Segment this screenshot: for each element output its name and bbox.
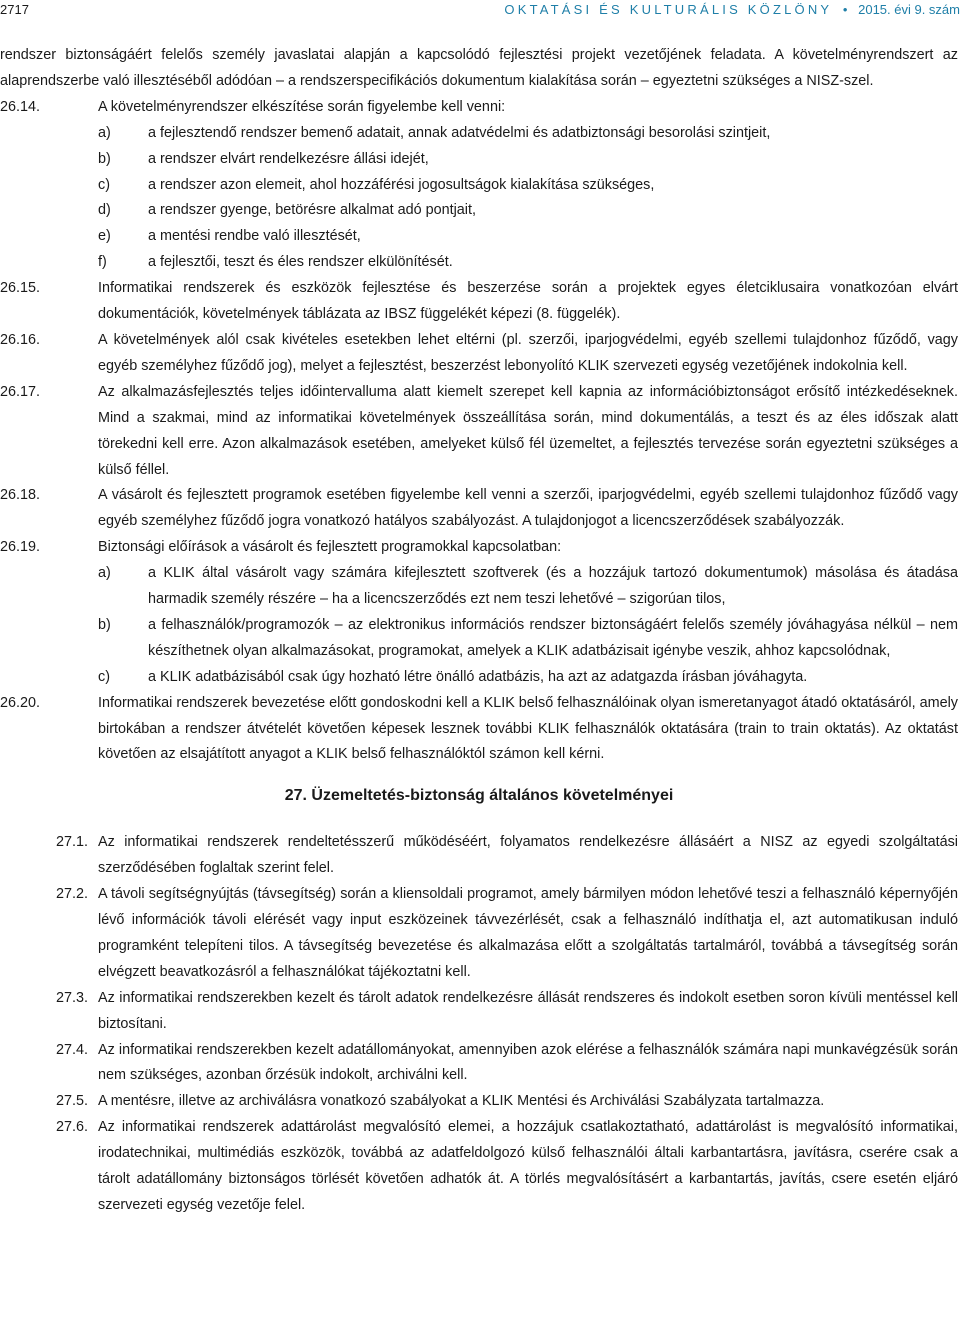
list-item-text: a fejlesztői, teszt és éles rendszer elkülönítését. xyxy=(148,254,453,271)
paragraph-27-1 xyxy=(0,830,958,882)
paragraph-number: 26.18. xyxy=(0,487,41,504)
paragraph-27-3 xyxy=(0,986,958,1038)
paragraph-text: Az informatikai rendszerekben kezelt adatállományokat, amennyiben azok elérése a felhasználók számára napi munkavégzésük során nem szükséges, azonban őrzésük indokolt, archiválni kell. xyxy=(98,1041,958,1084)
list-item-text: a KLIK által vásárolt vagy számára kifejlesztett szoftverek (és a hozzájuk tartozó dokumentumok) másolása és átadása harmadik személy részére – ha a licencszerződés ezt nem teszi lehetővé – szigorúan tilos, xyxy=(148,565,958,608)
paragraph-number: 26.19. xyxy=(0,539,41,556)
section-title: 27. Üzemeltetés-biztonság általános követelményei xyxy=(284,787,674,805)
paragraph-text: A követelmények alól csak kivételes esetekben lehet eltérni (pl. szerzői, iparjogvédelmi, egyéb szellemi tulajdonhoz fűződő, vagy egyéb személyhez fűződő jog), melyet a fejlesztést, beszerzést lebonyolító KLIK szervezeti egység vezetőjének indokolnia kell. xyxy=(98,331,958,374)
list-item xyxy=(98,224,958,250)
paragraph-text: Az informatikai rendszerek rendeltetésszerű működéséért, folyamatos rendelkezésre állásáért a NISZ az egyedi szolgáltatási szerződésében foglaltak szerint felel. xyxy=(98,834,958,877)
header-bullet: • xyxy=(842,2,848,17)
paragraph-number: 27.4. xyxy=(55,1041,88,1058)
paragraph-number: 27.6. xyxy=(55,1119,88,1136)
paragraph-text: Az alkalmazásfejlesztés teljes időintervalluma alatt kiemelt szerepet kell kapnia az információbiztonságot erősítő intézkedéseknek. Mind a szakmai, mind az informatikai követelmények összeállítása során, mind dokumentálás, a teszt és az éles időszak alatt törekedni kell erre. Azon alkalmazások esetében, amelyeket külső fél üzemeltet, a fejlesztés tervezése során egyeztetni szükséges a külső féllel. xyxy=(98,383,958,478)
list-item xyxy=(98,250,958,276)
list-item-text: a felhasználók/programozók – az elektronikus információs rendszer biztonságáért felelős személy jóváhagyása nélkül – nem készíthetnek olyan alkalmazásokat, programokat, amelyek a KLIK adatbázisait igénybe veszik, ahhoz kapcsolódnak, xyxy=(148,616,958,659)
list-item xyxy=(98,121,958,147)
paragraph-number: 26.16. xyxy=(0,331,41,348)
list-item xyxy=(98,147,958,173)
journal-info xyxy=(504,1,960,18)
paragraph-26-17 xyxy=(0,380,958,484)
list-item-text: a fejlesztendő rendszer bemenő adatait, annak adatvédelmi és adatbiztonsági besorolási szintjeit, xyxy=(148,124,771,141)
paragraph-text: Az informatikai rendszerek adattárolást megvalósító elemei, a hozzájuk csatlakoztatható, adattárolást is megvalósító informatikai, irodatechnikai, multimédiás eszközök, továbbá az adatfeldolgozó külső felhasználói általi karbantartásra, javításra, cserére csak a tárolt adatállomány biztonságos törlését követően adhatók át. A törlés megvalósításért a karbantartás, javítás, csere esetén eljáró szervezeti egység vezetője felel. xyxy=(98,1119,958,1213)
issue-label: 2015. évi 9. szám xyxy=(858,2,960,17)
paragraph-text: Informatikai rendszerek bevezetése előtt gondoskodni kell a KLIK belső felhasználóinak olyan ismeretanyagot átadó oktatásáról, amely birtokában a rendszer átvételét követően képesek lesznek további KLIK felhasználók oktatására (train to train oktatás). Az oktatást követően az elsajátított anyagot a KLIK belső felhasználóktól számon kell kérni. xyxy=(98,694,958,763)
paragraph-27-6 xyxy=(0,1115,958,1219)
list-item-text: a rendszer elvárt rendelkezésre állási idejét, xyxy=(148,150,429,167)
paragraph-text: A mentésre, illetve az archiválásra vonatkozó szabályokat a KLIK Mentési és Archiválási Szabályzata tartalmazza. xyxy=(98,1093,825,1110)
paragraph-text: Az informatikai rendszerekben kezelt és tárolt adatok rendelkezésre állását rendszeres és indokolt esetben soron kívüli mentéssel kell biztosítani. xyxy=(98,989,958,1032)
list-item-label: c) xyxy=(98,176,110,193)
list-item-label: a) xyxy=(98,124,111,141)
list-item-label: a) xyxy=(98,565,111,582)
list-item-label: f) xyxy=(98,254,107,271)
paragraph-number: 27.2. xyxy=(55,886,88,903)
paragraph-text: Biztonsági előírások a vásárolt és fejlesztett programokkal kapcsolatban: xyxy=(98,539,562,556)
paragraph-26-19 xyxy=(0,535,958,561)
list-item-label: c) xyxy=(98,668,110,685)
paragraph-text: A követelményrendszer elkészítése során figyelembe kell venni: xyxy=(98,98,506,115)
paragraph-26-15 xyxy=(0,276,958,328)
paragraph-27-4 xyxy=(0,1038,958,1090)
paragraph-number: 26.15. xyxy=(0,280,41,297)
list-item xyxy=(98,198,958,224)
list-item xyxy=(98,613,958,665)
paragraph-number: 26.14. xyxy=(0,98,41,115)
paragraph-27-5 xyxy=(0,1089,958,1115)
list-item-label: b) xyxy=(98,616,111,633)
paragraph-27-2 xyxy=(0,882,958,986)
list-item-text: a rendszer azon elemeit, ahol hozzáférési jogosultságok kialakítása szükséges, xyxy=(148,176,655,193)
paragraph-number: 26.20. xyxy=(0,694,41,711)
paragraph-number: 27.3. xyxy=(55,989,88,1006)
paragraph-26-16 xyxy=(0,328,958,380)
list-item-text: a rendszer gyenge, betörésre alkalmat adó pontjait, xyxy=(148,202,476,219)
list-item-text: a KLIK adatbázisából csak úgy hozható létre önálló adatbázis, ha azt az adatgazda írásban jóváhagyta. xyxy=(148,668,808,685)
paragraph-26-20 xyxy=(0,691,958,769)
list-item-label: d) xyxy=(98,202,111,219)
intro-paragraph: rendszer biztonságáért felelős személy javaslatai alapján a kapcsolódó fejlesztési projekt vezetőjének feladata. A követelményrendszert az alaprendszerbe való illesztéséből adódóan – a rendszerspecifikációs dokumentum kialakítása során – egyeztetni szükséges a NISZ-szel. xyxy=(0,47,958,89)
list-item-label: e) xyxy=(98,228,111,245)
page-header xyxy=(0,0,960,24)
paragraph-number: 27.5. xyxy=(55,1093,88,1110)
paragraph-text: A vásárolt és fejlesztett programok esetében figyelembe kell venni a szerzői, iparjogvédelmi, egyéb szellemi tulajdonhoz fűződő vagy egyéb személyhez fűződő jogra vonatkozó hatályos szabályozást. A tulajdonjogot a licencszerződések szabályozzák. xyxy=(98,487,958,530)
document-body xyxy=(0,43,958,1219)
paragraph-26-18 xyxy=(0,483,958,535)
list-item xyxy=(98,561,958,613)
list-item xyxy=(98,173,958,199)
paragraph-26-14 xyxy=(0,95,958,121)
journal-title: OKTATÁSI ÉS KULTURÁLIS KÖZLÖNY xyxy=(504,2,833,17)
paragraph-text: Informatikai rendszerek és eszközök fejlesztése és beszerzése során a projektek egyes életciklusaira vonatkozóan elvárt dokumentációk, követelmények táblázata az IBSZ függelékét képezi (8. függelék). xyxy=(98,280,958,323)
paragraph-number: 26.17. xyxy=(0,383,41,400)
paragraph-text: A távoli segítségnyújtás (távsegítség) során a kliensoldali programot, amely bármilyen módon lehetővé teszi a felhasználó képernyőjén lévő információk távoli elérését vagy input eszközeinek távvezérlését, csak a felhasználó indíthatja el, azt automatikusan induló programként telepíteni tilos. A távsegítség bevezetése és alkalmazása előtt a szolgáltatás tartalmáról, továbbá a távsegítség során elvégzett beavatkozásról a felhasználókat tájékoztatni kell. xyxy=(98,886,958,980)
page-number: 2717 xyxy=(0,2,29,17)
paragraph-number: 27.1. xyxy=(55,834,88,851)
list-item-text: a mentési rendbe való illesztését, xyxy=(148,228,361,245)
list-item xyxy=(98,665,958,691)
list-item-label: b) xyxy=(98,150,111,167)
